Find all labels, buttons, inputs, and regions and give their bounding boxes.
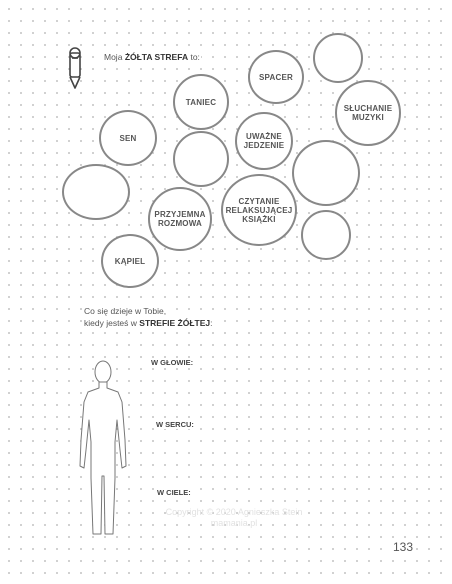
bubble-uwazne-jedzenie[interactable] <box>235 112 293 170</box>
pencil-icon <box>65 47 85 91</box>
bubble-taniec[interactable] <box>173 74 229 130</box>
bubble-sluchanie-muzyki-label: SŁUCHANIE MUZYKI <box>343 104 393 122</box>
zone-heading-suffix: to: <box>190 52 200 62</box>
question-line-2-suffix: : <box>210 318 213 328</box>
copyright-line-1: Copyright © 2020 Agnieszka Stein <box>165 507 303 517</box>
zone-heading-zone: ŻÓŁTA STREFA <box>124 52 189 62</box>
bubble-spacer-label: SPACER <box>259 72 293 82</box>
empty-bubble-4[interactable] <box>62 164 130 220</box>
empty-bubble-3[interactable] <box>292 140 360 206</box>
human-figure-outline <box>75 358 130 540</box>
bubble-kapiel[interactable] <box>101 234 159 288</box>
bubble-sluchanie-muzyki[interactable] <box>335 80 401 146</box>
question-line-2-prefix: kiedy jesteś w <box>84 318 137 328</box>
label-w-sercu: W SERCU: <box>156 420 194 429</box>
bubble-czytanie-label: CZYTANIE RELAKSUJĄCEJ KSIĄŻKI <box>225 196 293 224</box>
bubble-czytanie[interactable] <box>221 174 297 246</box>
empty-bubble-5[interactable] <box>301 210 351 260</box>
copyright-line-2: mamania.pl <box>210 518 258 528</box>
label-w-ciele: W CIELE: <box>157 488 191 497</box>
bubble-przyjemna-rozmowa[interactable] <box>148 187 212 251</box>
bubble-przyjemna-rozmowa-label: PRZYJEMNA ROZMOWA <box>154 210 206 228</box>
bubble-spacer[interactable] <box>248 50 304 104</box>
zone-heading <box>103 52 201 62</box>
bubble-kapiel-label: KĄPIEL <box>114 256 146 266</box>
page-number: 133 <box>393 540 414 554</box>
bubble-taniec-label: TANIEC <box>185 97 217 107</box>
empty-bubble-2[interactable] <box>173 131 229 187</box>
empty-bubble-1[interactable] <box>313 33 363 83</box>
question-line-1: Co się dzieje w Tobie, <box>84 306 167 316</box>
bubble-sen-label: SEN <box>119 133 137 143</box>
bubble-uwazne-jedzenie-label: UWAŻNE JEDZENIE <box>243 132 285 150</box>
copyright-watermark <box>134 507 334 529</box>
label-w-glowie: W GŁOWIE: <box>151 358 194 367</box>
bubble-sen[interactable] <box>99 110 157 166</box>
zone-heading-prefix: Moja <box>104 52 123 62</box>
question-line-2 <box>83 318 214 328</box>
question-line-2-zone: STREFIE ŻÓŁTEJ <box>139 318 211 328</box>
